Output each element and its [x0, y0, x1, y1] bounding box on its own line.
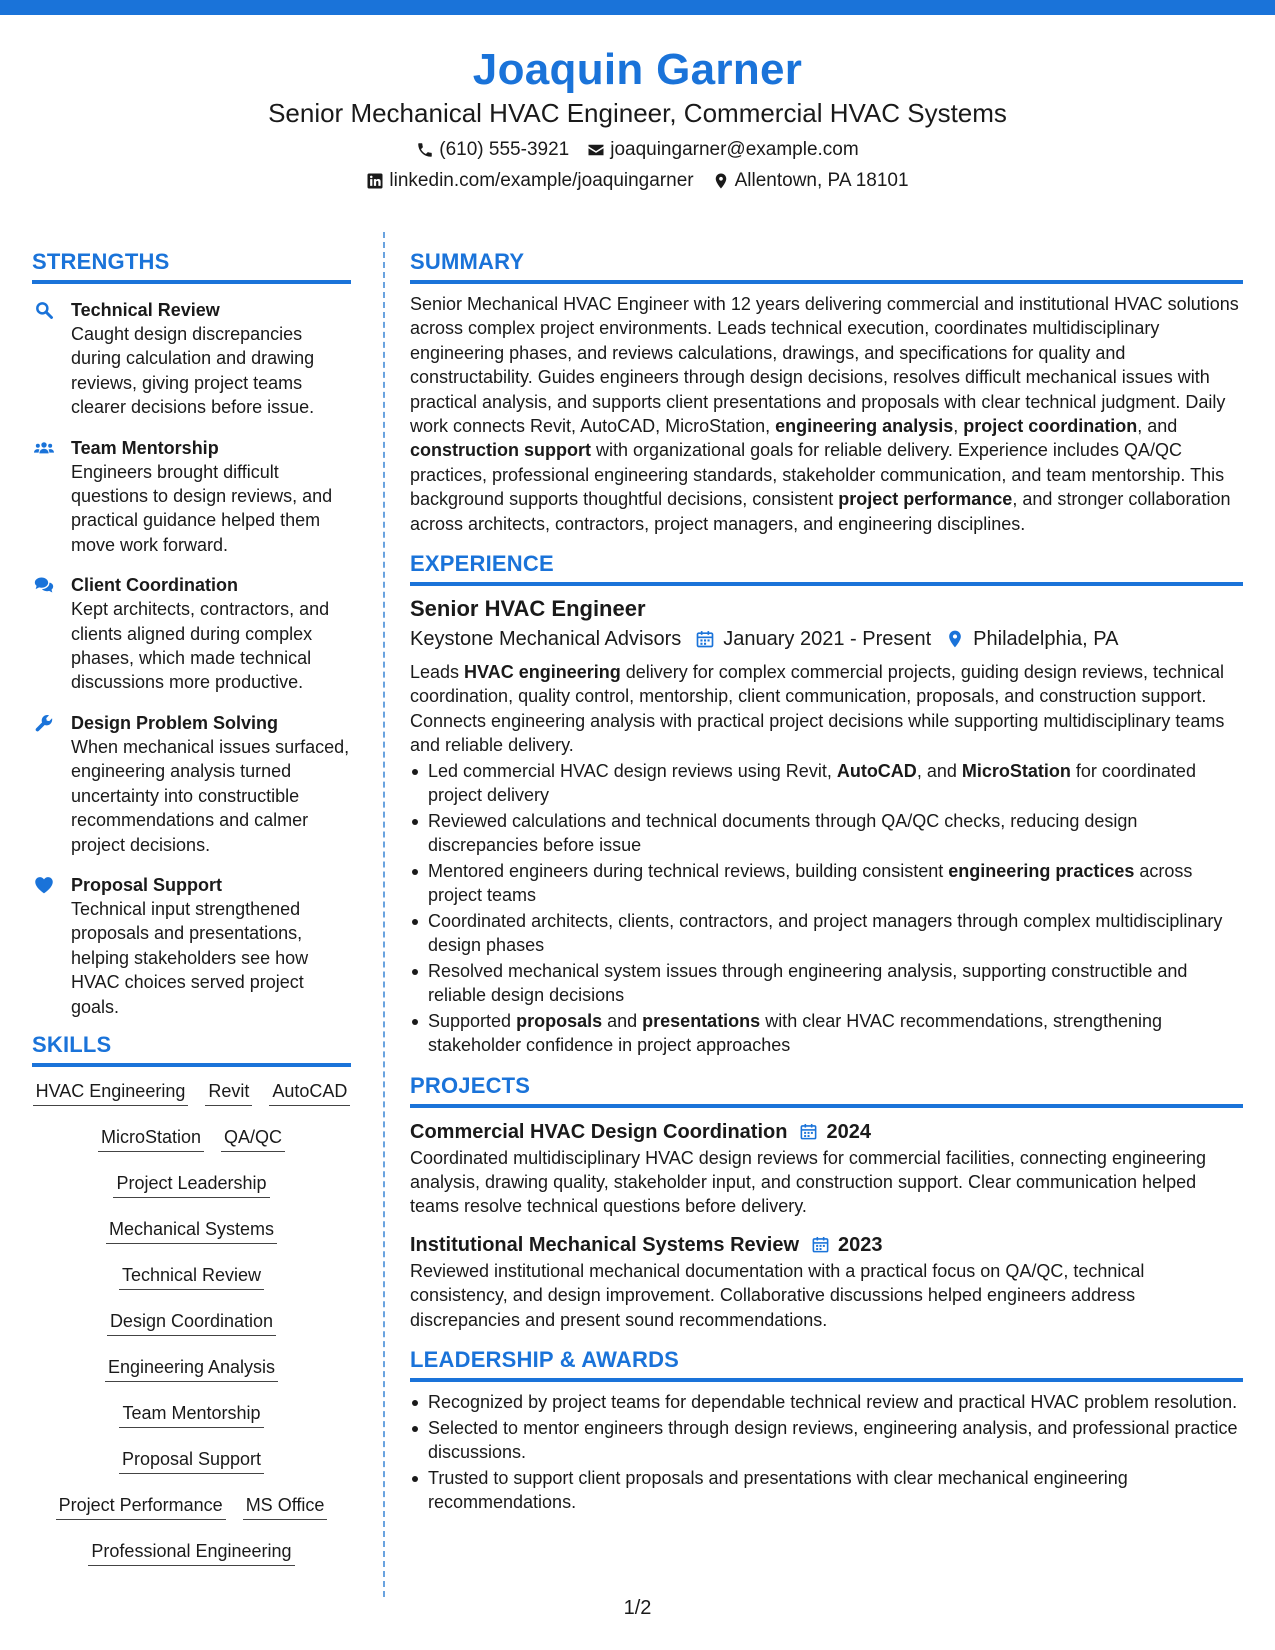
- linkedin-text: linkedin.com/example/joaquingarner: [389, 170, 694, 191]
- envelope-icon: [587, 141, 605, 159]
- leadership-bullet: Recognized by project teams for dependable technical review and practical HVAC problem resolution.: [410, 1390, 1243, 1414]
- skill-tag: Professional Engineering: [88, 1539, 294, 1566]
- left-column: [32, 248, 351, 1585]
- skill-tag: Project Leadership: [113, 1171, 269, 1198]
- location-text: Allentown, PA 18101: [734, 170, 909, 191]
- heart-icon: [34, 875, 54, 895]
- strength-title: Team Mentorship: [71, 437, 219, 458]
- job-bullet: [410, 859, 1243, 908]
- job-meta: [410, 624, 1243, 654]
- skills-section: [32, 1031, 351, 1585]
- project-desc: Coordinated multidisciplinary HVAC design reviews for commercial facilities, connecting engineering analysis, drawing quality, stakeholder input, and construction support. Clear communication helped teams resolve technical questions before delivery.: [410, 1147, 1207, 1217]
- project-year: [799, 1118, 871, 1146]
- job-bullet: [410, 909, 1243, 958]
- strength-desc: Kept architects, contractors, and clients aligned during complex phases, which made technical discussions more productive.: [71, 599, 330, 693]
- experience-heading: EXPERIENCE: [410, 550, 1243, 586]
- strength-item: [32, 298, 351, 420]
- job-description: [410, 660, 1243, 758]
- job-location: [945, 624, 1118, 654]
- summary-part: with organizational goals for reliable delivery. Experience includes QA/QC practices, professional engineering standards, stakeholder communication, and team mentorship. This background supports thoughtful decisions, consistent: [410, 440, 1225, 510]
- users-icon: [34, 438, 54, 458]
- strength-title: Client Coordination: [71, 575, 238, 596]
- job-desc-part: delivery for complex commercial projects, guiding design reviews, technical coordination, quality control, mentorship, client communication, proposals, and construction support. Connects engineering analysis with practical project decisions while supporting multidisciplinary teams and reliable delivery.: [410, 662, 1225, 756]
- calendar-icon: [695, 629, 715, 649]
- project-desc: Reviewed institutional mechanical documentation with a practical focus on QA/QC, technical consistency, and design improvement. Collaborative discussions helped engineers address discrepancies and present sound recommendations.: [410, 1260, 1145, 1330]
- bullet-part: with clear HVAC recommendations, strengthening stakeholder confidence in project approaches: [428, 1010, 1163, 1056]
- job-bullet: [410, 1009, 1243, 1058]
- bullet-part: across project teams: [428, 860, 1193, 906]
- contact-row-2: [0, 169, 1275, 193]
- column-divider: [383, 232, 385, 1597]
- location-contact: [712, 169, 909, 193]
- right-column: [410, 248, 1243, 1516]
- comments-icon: [34, 575, 54, 595]
- project-year-text: 2023: [838, 1233, 883, 1256]
- summary-part: , and stronger collaboration across architects, contractors, project managers, and engineering disciplines.: [410, 489, 1231, 534]
- leadership-bullet: Trusted to support client proposals and presentations with clear mechanical engineering recommendations.: [410, 1466, 1243, 1515]
- email-text: joaquingarner@example.com: [610, 139, 859, 160]
- strength-desc: Technical input strengthened proposals and presentations, helping stakeholders see how HVAC choices served project goals.: [71, 898, 309, 1017]
- summary-text: [410, 292, 1243, 536]
- job-dates: [695, 624, 931, 654]
- bullet-part: , and: [916, 760, 962, 781]
- calendar-icon: [799, 1122, 818, 1141]
- calendar-icon: [811, 1235, 830, 1254]
- strength-title: Design Problem Solving: [71, 712, 279, 733]
- job-dates-text: January 2021 - Present: [723, 628, 932, 651]
- project-year: [811, 1231, 883, 1259]
- job-bullet: [410, 759, 1243, 808]
- strengths-heading: STRENGTHS: [32, 248, 351, 284]
- job-bullet: [410, 809, 1243, 858]
- phone-text: (610) 555-3921: [439, 139, 570, 160]
- bullet-part: Resolved mechanical system issues through engineering analysis, supporting constructible and reliable design decisions: [428, 960, 1188, 1006]
- job-bullet: [410, 959, 1243, 1008]
- summary-bold: project performance: [838, 489, 1013, 510]
- bullet-part: Mentored engineers during technical reviews, building consistent: [428, 860, 949, 881]
- map-pin-icon: [945, 629, 965, 649]
- strength-item: [32, 873, 351, 1019]
- leadership-bullet: Selected to mentor engineers through design reviews, engineering analysis, and professional practice discussions.: [410, 1416, 1243, 1465]
- skill-tag: MicroStation: [98, 1125, 204, 1152]
- bullet-part: for coordinated project delivery: [428, 760, 1196, 806]
- skill-tag: Design Coordination: [107, 1309, 276, 1336]
- skill-tag: QA/QC: [221, 1125, 285, 1152]
- skills-heading: SKILLS: [32, 1031, 351, 1067]
- bullet-bold: proposals: [516, 1010, 603, 1031]
- skill-tag: Technical Review: [119, 1263, 264, 1290]
- bullet-bold: presentations: [642, 1010, 761, 1031]
- summary-heading: SUMMARY: [410, 248, 1243, 284]
- skill-tag: MS Office: [243, 1493, 328, 1520]
- contact-row-1: [0, 138, 1275, 162]
- project-year-text: 2024: [826, 1120, 871, 1143]
- job-desc-part: Leads: [410, 662, 465, 683]
- skill-tag: AutoCAD: [269, 1079, 350, 1106]
- bullet-bold: engineering practices: [948, 860, 1135, 881]
- linkedin-contact[interactable]: [366, 169, 693, 193]
- bullet-part: Supported: [428, 1010, 517, 1031]
- skill-tag: Proposal Support: [119, 1447, 264, 1474]
- resume-header: [0, 44, 1275, 193]
- job-title: Senior HVAC Engineer: [410, 596, 646, 622]
- summary-part: , and: [1137, 416, 1178, 437]
- project-title-row: [410, 1231, 1243, 1259]
- phone-icon: [416, 141, 434, 159]
- skill-tag: Mechanical Systems: [106, 1217, 277, 1244]
- job-location-text: Philadelphia, PA: [973, 628, 1119, 651]
- bullet-part: and: [602, 1010, 643, 1031]
- strength-desc: Caught design discrepancies during calculation and drawing reviews, giving project teams clearer decisions before issue.: [71, 324, 315, 418]
- projects-heading: PROJECTS: [410, 1072, 1243, 1108]
- skill-tag: Revit: [205, 1079, 252, 1106]
- bullet-part: Coordinated architects, clients, contractors, and project managers through complex multidisciplinary design phases: [428, 910, 1223, 956]
- job-company: Keystone Mechanical Advisors: [410, 628, 682, 651]
- project-title-row: [410, 1118, 1243, 1146]
- search-icon: [34, 300, 54, 320]
- summary-part: Senior Mechanical HVAC Engineer with 12 years delivering commercial and institutional HVAC solutions across complex project environments. Leads technical execution, coordinates multidisciplinary engineering phases, and reviews calculations, drawings, and specifications for quality and constructability. Guides engineers through design decisions, resolves difficult mechanical issues with practical analysis, and supports client presentations and proposals with clear technical judgment. Daily work connects Revit, AutoCAD, MicroStation,: [410, 294, 1239, 437]
- strength-item: [32, 436, 351, 558]
- project-title: Commercial HVAC Design Coordination: [410, 1120, 788, 1143]
- strength-item: [32, 711, 351, 857]
- summary-part: ,: [953, 416, 964, 437]
- strength-title: Technical Review: [71, 300, 220, 320]
- strength-item: [32, 573, 351, 695]
- skill-tag: Project Performance: [56, 1493, 226, 1520]
- linkedin-icon: [366, 172, 384, 190]
- job-desc-bold: HVAC engineering: [464, 662, 621, 683]
- leadership-heading: LEADERSHIP & AWARDS: [410, 1346, 1243, 1382]
- strength-desc: Engineers brought difficult questions to design reviews, and practical guidance helped them move work forward.: [71, 461, 333, 555]
- summary-bold: construction support: [410, 440, 591, 461]
- summary-bold: project coordination: [963, 416, 1138, 437]
- map-pin-icon: [712, 172, 730, 190]
- job-bullets: [410, 759, 1243, 1058]
- summary-bold: engineering analysis: [775, 416, 954, 437]
- strength-title: Proposal Support: [71, 874, 223, 895]
- page-number: 1/2: [623, 1597, 652, 1619]
- email-contact[interactable]: [587, 138, 858, 162]
- project-title: Institutional Mechanical Systems Review: [410, 1233, 800, 1256]
- top-accent-bar: [0, 0, 1275, 15]
- strength-desc: When mechanical issues surfaced, engineering analysis turned uncertainty into constructible recommendations and calmer project decisions.: [71, 736, 350, 855]
- wrench-icon: [34, 713, 54, 733]
- candidate-title: Senior Mechanical HVAC Engineer, Commercial HVAC Systems: [268, 98, 1007, 128]
- leadership-bullets: [410, 1390, 1243, 1514]
- candidate-name: Joaquin Garner: [472, 45, 803, 94]
- bullet-part: Led commercial HVAC design reviews using Revit,: [428, 760, 837, 781]
- bullet-part: Reviewed calculations and technical documents through QA/QC checks, reducing design discrepancies before issue: [428, 810, 1138, 856]
- skills-list: [32, 1079, 351, 1585]
- skill-tag: HVAC Engineering: [33, 1079, 189, 1106]
- skill-tag: Team Mentorship: [119, 1401, 263, 1428]
- bullet-bold: MicroStation: [961, 760, 1071, 781]
- bullet-bold: AutoCAD: [836, 760, 917, 781]
- strengths-list: [32, 298, 351, 1019]
- skill-tag: Engineering Analysis: [105, 1355, 278, 1382]
- phone-contact[interactable]: [416, 138, 569, 162]
